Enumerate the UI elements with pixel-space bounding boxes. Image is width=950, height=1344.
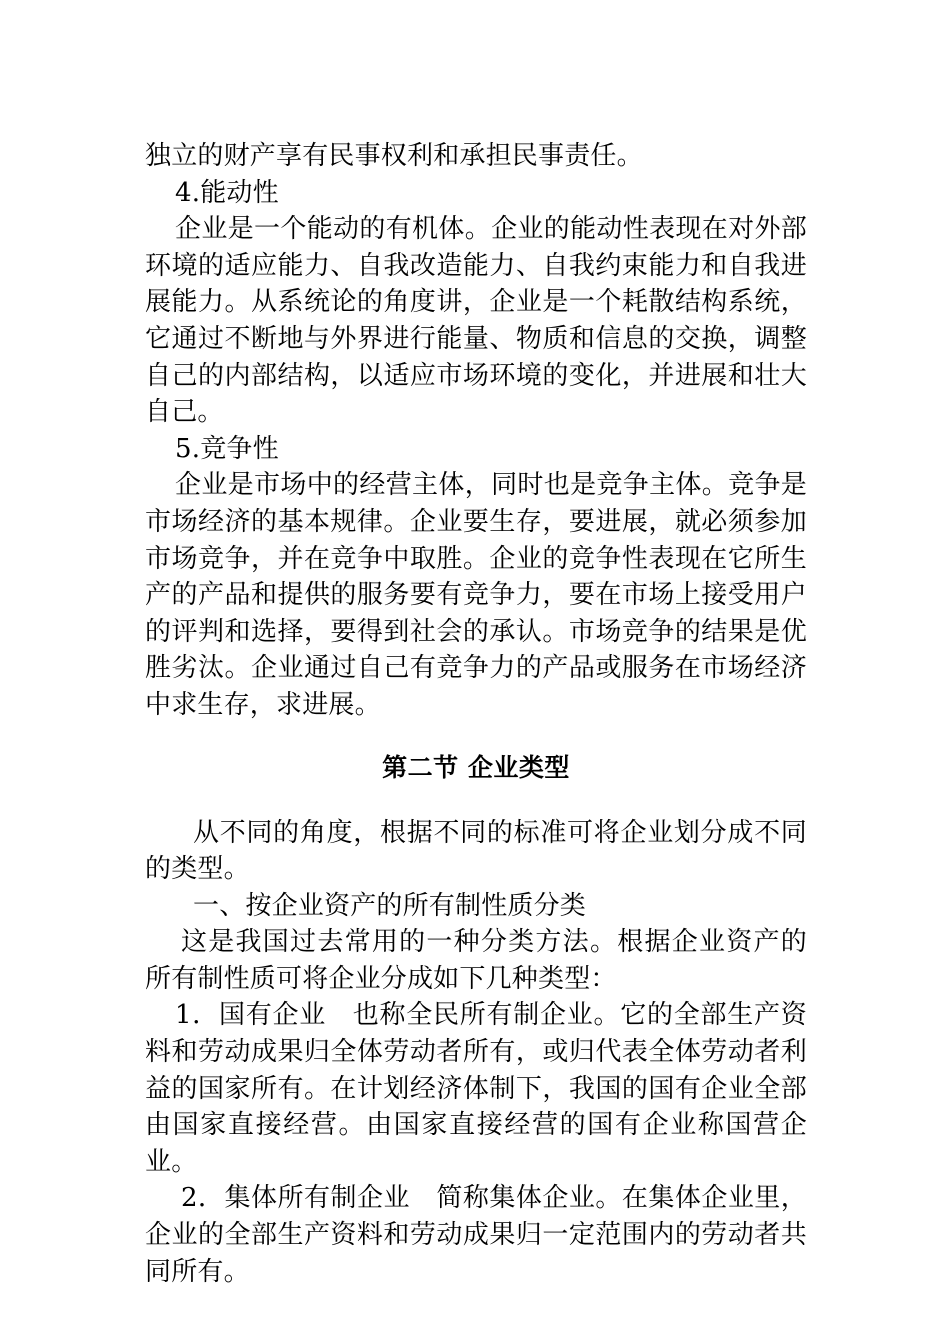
paragraph-intro: 从不同的角度，根据不同的标准可将企业划分成不同的类型。 [145,817,807,885]
section-title: 第二节 企业类型 [382,752,570,782]
subheading-ownership-classification: 一、按企业资产的所有制性质分类 [193,890,587,921]
heading-competitiveness: 5.竞争性 [175,433,279,464]
list-item-state-owned: 1．国有企业 也称全民所有制企业。它的全部生产资料和劳动成果归全体劳动者所有，或归代表全体劳动者利益的国家所有。在计划经济体制下，我国的国有企业全部由国家直接经营。由国家直接经营的国有企业称国营企业。 [145,1000,807,1177]
paragraph-competitiveness: 企业是市场中的经营主体，同时也是竞争主体。竞争是市场经济的基本规律。企业要生存，要进展，就必须参加市场竞争，并在竞争中取胜。企业的竞争性表现在它所生产的产品和提供的服务要有竞争力，要在市场上接受用户的评判和选择，要得到社会的承认。市场竞争的结果是优胜劣汰。企业通过自己有竞争力的产品或服务在市场经济中求生存，求进展。 [145,470,807,720]
paragraph-classification: 这是我国过去常用的一种分类方法。根据企业资产的所有制性质可将企业分成如下几种类型： [145,927,807,994]
list-item-collective: 2．集体所有制企业 简称集体企业。在集体企业里，企业的全部生产资料和劳动成果归一定范围内的劳动者共同所有。 [145,1183,807,1287]
paragraph-proactiveness: 企业是一个能动的有机体。企业的能动性表现在对外部环境的适应能力、自我改造能力、自我约束能力和自我进展能力。从系统论的角度讲，企业是一个耗散结构系统，它通过不断地与外界进行能量、物质和信息的交换，调整自己的内部结构，以适应市场环境的变化，并进展和壮大自己。 [145,214,807,428]
document-body [145,138,807,1290]
heading-proactiveness: 4.能动性 [175,177,279,208]
paragraph-continuation: 独立的财产享有民事权利和承担民事责任。 [145,141,643,171]
